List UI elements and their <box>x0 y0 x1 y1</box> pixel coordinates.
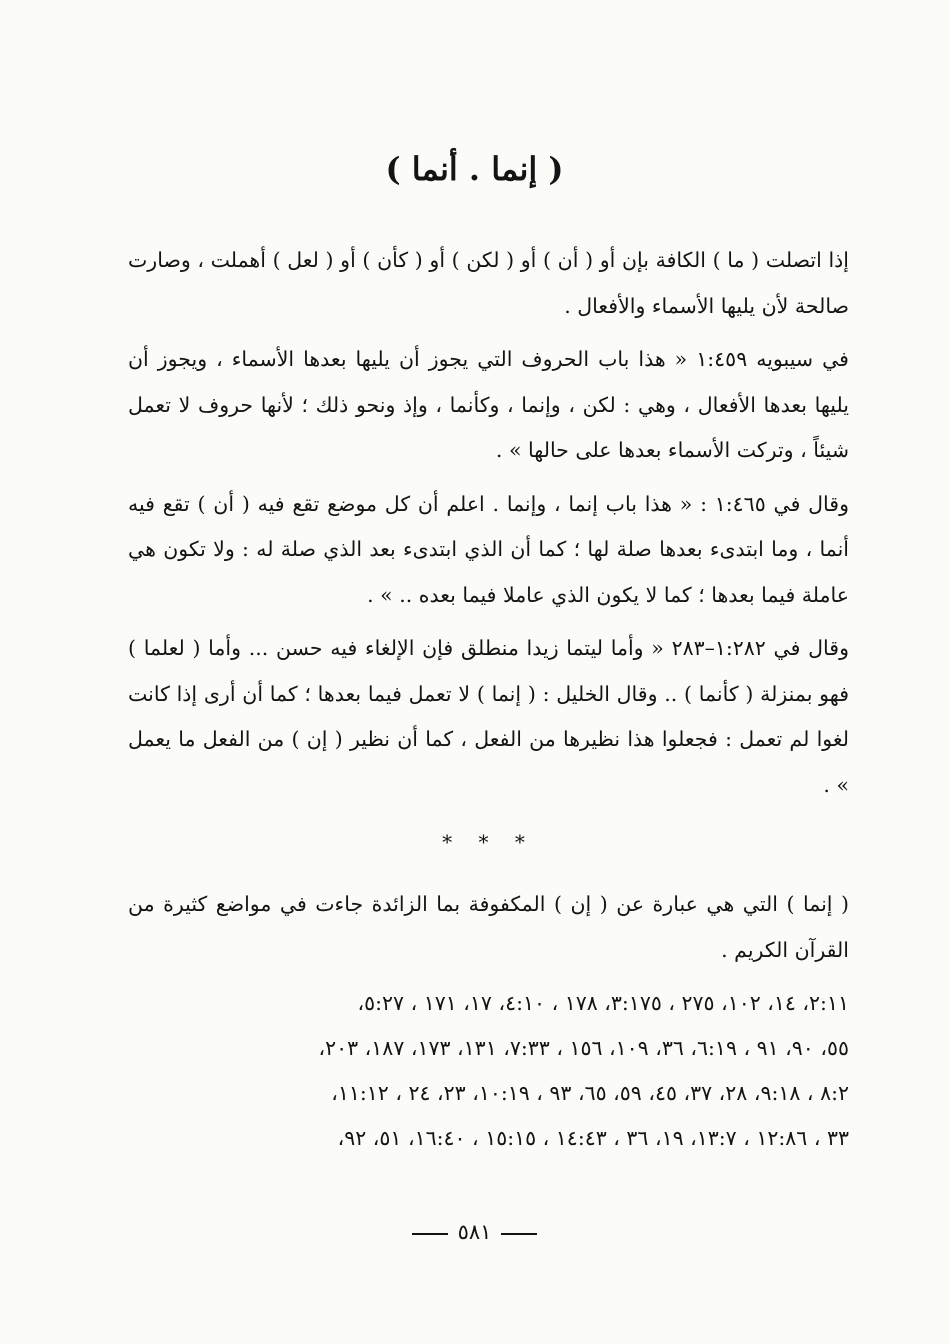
page-number: ٥٨١ <box>457 1220 492 1244</box>
reference-line: ٢:١١، ١٤، ١٠٢، ٢٧٥ ، ٣:١٧٥، ١٧٨ ، ٤:١٠، ١٧، ١٧١ ، ٥:٢٧، <box>357 991 849 1015</box>
reference-line: ٣٣ ، ١٢:٨٦ ، ١٣:٧، ١٩، ٣٦ ، ١٤:٤٣ ، ١٥:١٥ ، ١٦:٤٠، ٥١، ٩٢، <box>337 1126 849 1150</box>
paragraph-quran-usage: ( إنما ) التي هي عبارة عن ( إن ) المكفوفة بما الزائدة جاءت في مواضع كثيرة من القرآن الكريم . <box>128 892 849 962</box>
section-title: ( إنما . أنما ) <box>385 150 564 188</box>
dash-left <box>412 1233 448 1235</box>
page-number-footer <box>0 1220 949 1244</box>
verse-references <box>128 981 849 1161</box>
paragraph-quote-465: وقال في ١:٤٦٥ : « هذا باب إنما ، وإنما . اعلم أن كل موضع تقع فيه ( أن ) تقع فيه أنما ، وما ابتدىء بعدها صلة لها ؛ كما أن الذي ابتدىء بعد الذي صلة له : ولا تكون هي عاملة فيما بعدها ؛ كما لا يكون الذي عاملا فيما بعده .. » . <box>128 491 849 607</box>
section-separator: * * * <box>442 830 535 854</box>
reference-line: ٨:٢ ، ٩:١٨، ٢٨، ٣٧، ٤٥، ٥٩، ٦٥، ٩٣ ، ١٠:١٩، ٢٣، ٢٤ ، ١١:١٢، <box>331 1081 849 1105</box>
reference-line: ٥٥، ٩٠، ٩١ ، ٦:١٩، ٣٦، ١٠٩، ١٥٦ ، ٧:٣٣، ١٣١، ١٧٣، ١٨٧، ٢٠٣، <box>318 1036 849 1060</box>
paragraph-quote-282: وقال في ١:٢٨٢–٢٨٣ « وأما ليتما زيدا منطلق فإن الإلغاء فيه حسن ... وأما ( لعلما ) فهو بمنزلة ( كأنما ) .. وقال الخليل : ( إنما ) لا تعمل فيما بعدها ؛ كما أن أرى إذا كانت لغوا لم تعمل : فجعلوا هذا نظيرها من الفعل ، كما أن نظير ( إن ) من الفعل ما يعمل » . <box>128 636 849 797</box>
paragraph-sibawayh-quote: في سيبويه ١:٤٥٩ « هذا باب الحروف التي يجوز أن يليها بعدها الأسماء ، ويجوز أن يليها بعدها الأفعال ، وهي : لكن ، وإنما ، وكأنما ، وإذ ونحو ذلك ؛ لأنها حروف لا تعمل شيئاً ، وتركت الأسماء بعدها على حالها » . <box>128 347 849 462</box>
page-body <box>128 238 849 1161</box>
dash-right <box>501 1233 537 1235</box>
paragraph-intro: إذا اتصلت ( ما ) الكافة بإن أو ( أن ) أو ( لكن ) أو ( كأن ) أو ( لعل ) أهملت ، وصارت صالحة لأن يليها الأسماء والأفعال . <box>128 248 849 318</box>
